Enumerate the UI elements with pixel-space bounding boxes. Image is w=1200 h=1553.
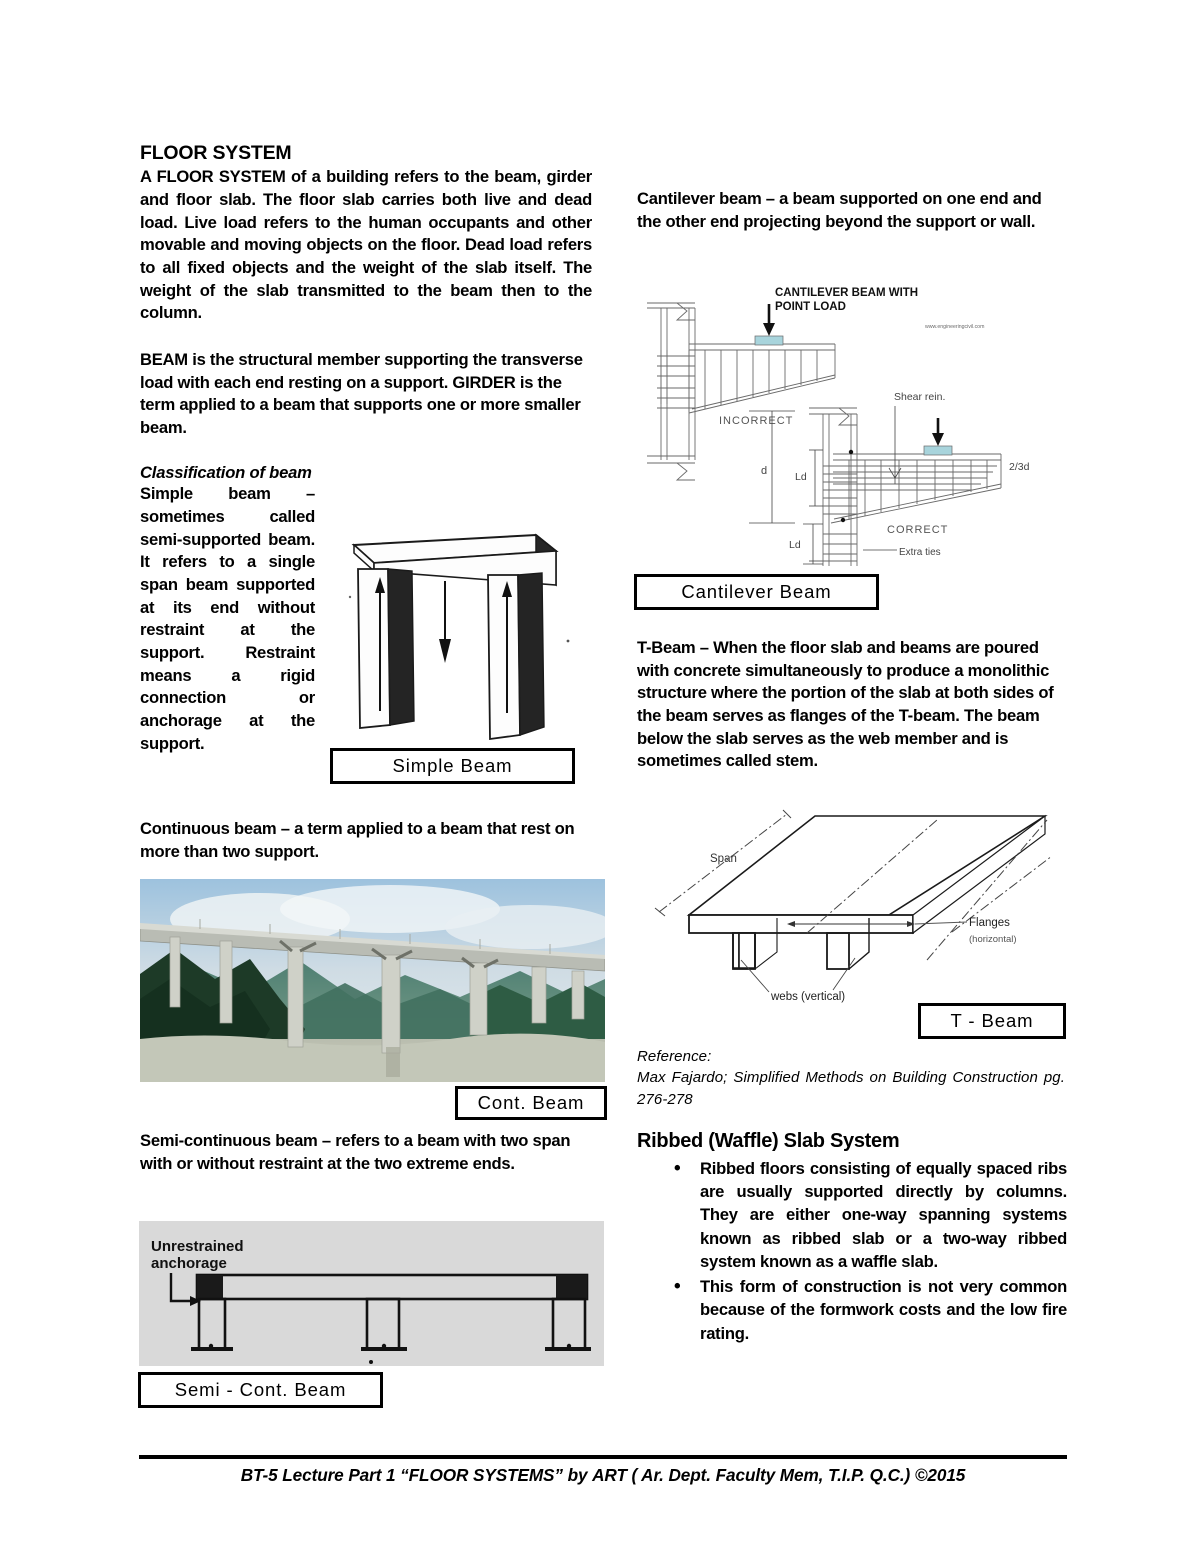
point-load-plate-incorrect	[755, 336, 783, 345]
list-item: • This form of construction is not very common because of the formwork costs and the low fire rating.	[674, 1275, 1067, 1345]
cantilever-label-d: d	[761, 465, 768, 477]
bridge-photo-svg	[140, 879, 605, 1082]
caption-simple-beam	[330, 748, 575, 784]
caption-cantilever-beam	[634, 574, 879, 610]
cantilever-title-line1: CANTILEVER BEAM WITH	[775, 287, 919, 299]
ribbed-slab-heading: Ribbed (Waffle) Slab System	[637, 1130, 900, 1152]
semi-continuous-beam-figure	[139, 1221, 604, 1366]
semi-cont-beam-svg	[139, 1221, 604, 1366]
caption-simple-beam-label: Simple Beam	[392, 755, 513, 776]
cantilever-label-two-thirds-d: 2/3d	[1009, 461, 1030, 473]
ribbed-slab-section	[637, 1130, 1067, 1347]
cantilever-label-correct: CORRECT	[887, 524, 949, 536]
cantilever-watermark: www.engineeringcivil.com	[925, 324, 985, 330]
point-load-plate-correct	[924, 446, 952, 455]
reference-citation: Max Fajardo; Simplified Methods on Building Construction pg. 276-278	[637, 1069, 1065, 1108]
cantilever-title-line2: POINT LOAD	[775, 301, 846, 313]
cantilever-beam-paragraph: Cantilever beam – a beam supported on one end and the other end projecting beyond the support or wall.	[637, 189, 1042, 231]
caption-cantilever-beam-label: Cantilever Beam	[681, 581, 832, 602]
footer	[139, 1465, 1067, 1486]
cantilever-diagram-svg	[637, 278, 1067, 568]
tbeam-label-flanges: Flanges	[969, 917, 1010, 929]
footer-author: ART	[592, 1465, 627, 1485]
caption-t-beam-label: T - Beam	[950, 1010, 1034, 1031]
cantilever-label-ld-1: Ld	[795, 471, 807, 483]
caption-semi-cont-beam-label: Semi - Cont. Beam	[174, 1379, 347, 1400]
reference-label: Reference:	[637, 1048, 712, 1065]
cantilever-label-ld-2: Ld	[789, 539, 801, 551]
classification-heading: Classification of beam	[140, 463, 312, 483]
caption-semi-cont-beam	[138, 1372, 383, 1408]
continuous-beam-paragraph: Continuous beam – a term applied to a beam that rest on more than two support.	[140, 819, 575, 861]
simple-beam-figure	[340, 523, 580, 745]
semicont-label-line1: Unrestrained	[151, 1238, 244, 1255]
tbeam-label-webs: webs (vertical)	[771, 991, 846, 1003]
page-title: FLOOR SYSTEM	[140, 142, 292, 164]
simple-beam-sketch-svg	[340, 523, 580, 745]
caption-cont-beam	[455, 1086, 607, 1120]
footer-part2: ( Ar. Dept. Faculty Mem, T.I.P. Q.C.) ©2015	[626, 1465, 966, 1485]
footer-part1: BT-5 Lecture Part 1 “FLOOR SYSTEMS” by	[240, 1465, 593, 1485]
simple-beam-paragraph: Simple beam – sometimes called semi-supported beam. It refers to a single span beam supported at its end without restraint at the support. Restraint means a rigid connection or anchorage at the support.	[140, 484, 315, 753]
cantilever-beam-figure	[637, 278, 1067, 568]
tbeam-label-span: Span	[710, 853, 737, 865]
intro-paragraph: A FLOOR SYSTEM of a building refers to the beam, girder and floor slab. The floor slab carries both live and dead load. Live load refers to the human occupants and other movable and moving objects on the floor. Dead load refers to all fixed objects and the weight of the slab itself. The weight of the slab transmitted to the beam then to the column.	[140, 167, 592, 323]
cantilever-label-incorrect: INCORRECT	[719, 415, 794, 427]
footer-divider	[139, 1455, 1067, 1459]
semicont-label-line2: anchorage	[151, 1255, 227, 1272]
semi-continuous-beam-paragraph: Semi-continuous beam – refers to a beam with two span with or without restraint at the two extreme ends.	[140, 1131, 571, 1173]
caption-cont-beam-label: Cont. Beam	[477, 1092, 585, 1113]
tbeam-label-flanges-sub: (horizontal)	[969, 934, 1017, 945]
tbeam-paragraph: T-Beam – When the floor slab and beams are poured with concrete simultaneously to produce a monolithic structure where the portion of the slab at both sides of the beam serves as flanges of the T-beam. The beam below the slab serves as the web member and is sometimes called stem.	[637, 638, 1054, 771]
reference-block	[637, 1046, 1065, 1110]
beam-girder-paragraph: BEAM is the structural member supporting the transverse load with each end resting on a support. GIRDER is the term applied to a beam that supports one or more smaller beam.	[140, 349, 583, 437]
caption-t-beam	[918, 1003, 1066, 1039]
cantilever-label-extra-ties: Extra ties	[899, 547, 941, 558]
ribbed-slab-bullet-list	[637, 1157, 1067, 1345]
continuous-beam-bridge-photo	[140, 879, 605, 1082]
list-item: • Ribbed floors consisting of equally spaced ribs are usually supported directly by columns. They are either one-way spanning systems known as ribbed slab or a two-way ribbed system known as a waffle slab.	[674, 1157, 1067, 1273]
cantilever-label-shear-rein: Shear rein.	[894, 391, 946, 403]
